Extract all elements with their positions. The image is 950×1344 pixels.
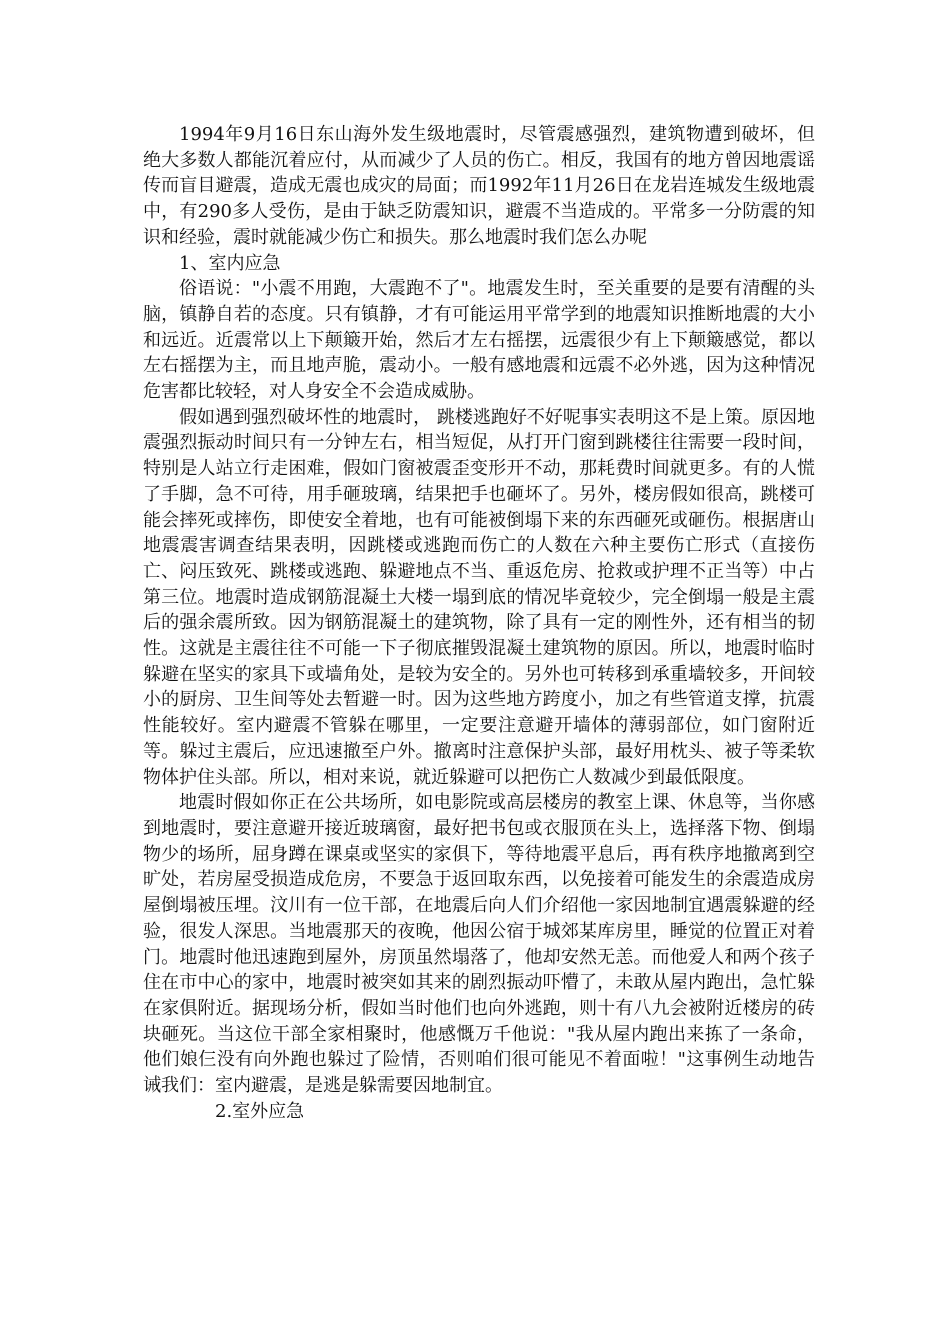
section-heading-indoor: 1、室内应急 [179, 252, 281, 274]
paragraph-public-places: 地震时假如你正在公共场所，如电影院或高层楼房的教室上课、休息等，当你感到地震时，要注意避开接近玻璃窗，最好把书包或衣服顶在头上，选择落下物、倒塌物少的场所，屈身蹲在课桌或坚实的家俱下，等待地震平息后，再有秩序地撤离到空旷处，若房屋受损造成危房，不要急于返回取东西，以免接着可能发生的余震造成房屋倒塌被压埋。汶川有一位干部，在地震后向人们介绍他一家因地制宜遇震躲避的经验，很发人深思。当地震那天的夜晚，他因公宿于城郊某库房里，睡觉的位置正对着门。地震时他迅速跑到屋外，房顶虽然塌落了，他却安然无恙。而他爱人和两个孩子住在市中心的家中，地震时被突如其来的剧烈振动吓懵了，未敢从屋内跑出，急忙躲在家俱附近。据现场分析，假如当时他们也向外逃跑，则十有八九会被附近楼房的砖块砸死。当这位干部全家相聚时，他感慨万千他说："我从屋内跑出来拣了一条命，他们娘仨没有向外跑也躲过了险情，否则咱们很可能见不着面啦！"这事例生动地告诫我们：室内避震，是逃是躲需要因地制宜。 [143, 792, 815, 1097]
paragraph-saying: 俗语说："小震不用跑，大震跑不了"。地震发生时，至关重要的是要有清醒的头脑，镇静自若的态度。只有镇静，才有可能运用平常学到的地震知识推断地震的大小和远近。近震常以上下颠簸开始，然后才左右摇摆，远震很少有上下颠簸感觉，都以左右摇摆为主，而且地声脆，震动小。一般有感地震和远震不必外逃，因为这种情况危害都比较轻，对人身安全不会造成威胁。 [143, 278, 815, 403]
section-heading-outdoor: 2.室外应急 [215, 1100, 305, 1122]
intro-paragraph: 1994年9月16日东山海外发生级地震时，尽管震感强烈，建筑物遭到破坏，但绝大多数人都能沉着应付，从而减少了人员的伤亡。相反，我国有的地方曾因地震谣传而盲目避震，造成无震也成灾的局面；而1992年11月26日在龙岩连城发生级地震中，有290多人受伤，是由于缺乏防震知识，避震不当造成的。平常多一分防震的知识和经验，震时就能减少伤亡和损失。那么地震时我们怎么办呢 [143, 124, 815, 248]
document-page [143, 122, 815, 1124]
paragraph-jumping: 假如遇到强烈破坏性的地震时， 跳楼逃跑好不好呢事实表明这不是上策。原因地震强烈振动时间只有一分钟左右，相当短促，从打开门窗到跳楼往往需要一段时间，特别是人站立行走困难，假如门窗被震歪变形开不动，那耗费时间就更多。有的人慌了手脚，急不可待，用手砸玻璃，结果把手也砸坏了。另外，楼房假如很高，跳楼可能会摔死或摔伤，即使安全着地，也有可能被倒塌下来的东西砸死或砸伤。根据唐山地震震害调查结果表明，因跳楼或逃跑而伤亡的人数在六种主要伤亡形式（直接伤亡、闷压致死、跳楼或逃跑、躲避地点不当、重返危房、抢救或护理不正当等）中占第三位。地震时造成钢筋混凝土大楼一塌到底的情况毕竟较少，完全倒塌一般是主震后的强余震所致。因为钢筋混凝土的建筑物，除了具有一定的刚性外，还有相当的韧性。这就是主震往往不可能一下子彻底摧毁混凝土建筑物的原因。所以，地震时临时躲避在坚实的家具下或墙角处，是较为安全的。另外也可转移到承重墙较多，开间较小的厨房、卫生间等处去暂避一时。因为这些地方跨度小，加之有些管道支撑，抗震性能较好。室内避震不管躲在哪里，一定要注意避开墙体的薄弱部位，如门窗附近等。躲过主震后，应迅速撤至户外。撤离时注意保护头部，最好用枕头、被子等柔软物体护住头部。所以，相对来说，就近躲避可以把伤亡人数减少到最低限度。 [143, 406, 815, 788]
